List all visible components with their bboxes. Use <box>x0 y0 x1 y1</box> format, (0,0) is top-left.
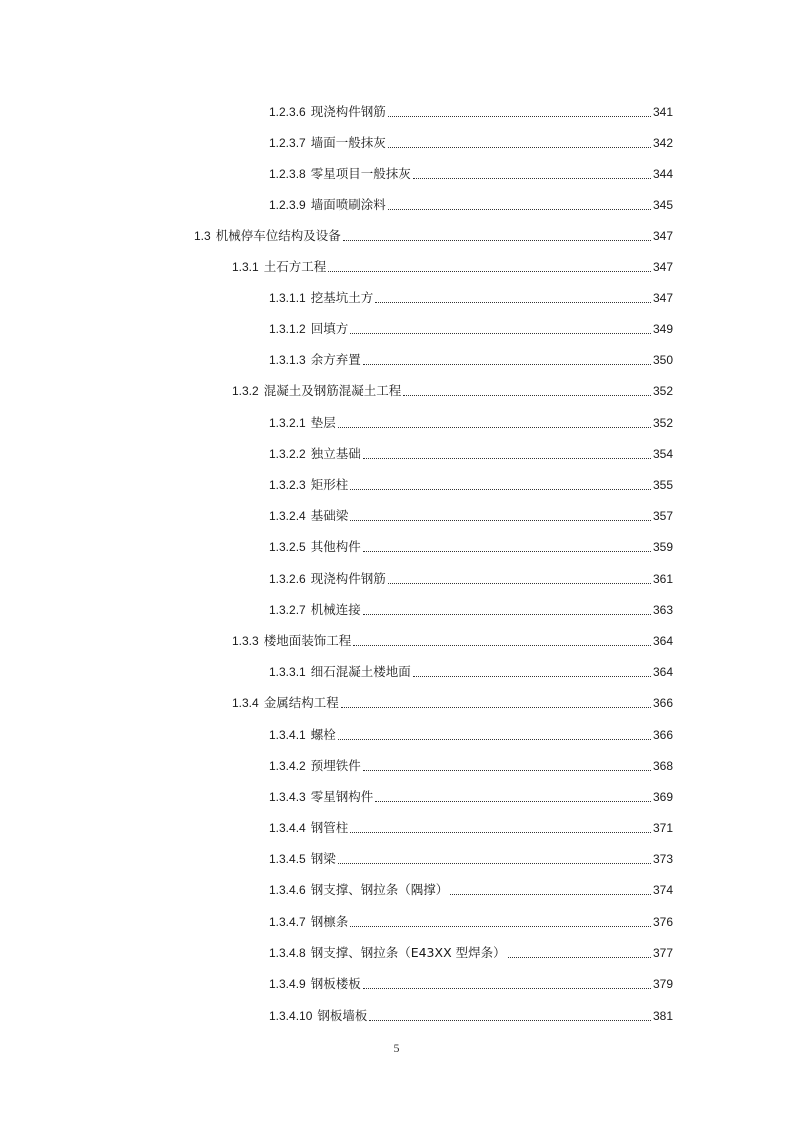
toc-entry-page: 357 <box>652 509 673 523</box>
toc-entry-page: 368 <box>652 759 673 773</box>
toc-entry-page: 344 <box>652 167 673 181</box>
toc-entry[interactable] <box>269 535 673 555</box>
dot-leader <box>363 551 651 552</box>
toc-entry-page: 350 <box>652 353 673 367</box>
toc-entry-page: 379 <box>652 977 673 991</box>
toc-entry-page: 341 <box>652 105 673 119</box>
toc-entry-title: 矩形柱 <box>310 477 349 492</box>
dot-leader <box>363 988 651 989</box>
dot-leader <box>350 832 651 833</box>
toc-entry[interactable] <box>269 442 673 462</box>
toc-entry-number: 1.3.2 <box>232 384 259 398</box>
toc-entry-page: 366 <box>652 696 673 710</box>
toc-entry-number: 1.3.2.5 <box>269 540 306 554</box>
dot-leader <box>328 271 651 272</box>
toc-entry-number: 1.3.4.1 <box>269 728 306 742</box>
toc-entry-number: 1.2.3.8 <box>269 167 306 181</box>
toc-entry[interactable] <box>269 972 673 992</box>
toc-entry-title: 混凝土及钢筋混凝土工程 <box>263 383 402 398</box>
toc-entry[interactable] <box>269 598 673 618</box>
toc-entry-number: 1.3.4.3 <box>269 790 306 804</box>
toc-entry[interactable] <box>269 567 673 587</box>
toc-entry-page: 366 <box>652 728 673 742</box>
toc-entry[interactable] <box>232 691 673 711</box>
toc-entry[interactable] <box>269 162 673 182</box>
toc-entry-title: 钢支撑、钢拉条（隅撑） <box>310 882 449 897</box>
page-number: 5 <box>393 1041 400 1055</box>
dot-leader <box>450 894 651 895</box>
toc-entry-number: 1.3.4.10 <box>269 1009 313 1023</box>
toc-entry-title: 现浇构件钢筋 <box>310 104 386 119</box>
toc-entry[interactable] <box>269 193 673 213</box>
toc-entry[interactable] <box>269 847 673 867</box>
toc-entry-page: 342 <box>652 136 673 150</box>
toc-entry-title: 机械停车位结构及设备 <box>215 228 341 243</box>
toc-entry-title: 钢板楼板 <box>310 976 361 991</box>
toc-entry[interactable] <box>232 629 673 649</box>
toc-entry-page: 376 <box>652 915 673 929</box>
toc-entry-title: 机械连接 <box>310 602 361 617</box>
toc-entry-number: 1.3.3 <box>232 634 259 648</box>
toc-entry-title: 独立基础 <box>310 446 361 461</box>
dot-leader <box>341 707 651 708</box>
toc-entry-title: 挖基坑土方 <box>310 290 374 305</box>
dot-leader <box>388 147 651 148</box>
toc-entry-number: 1.3.2.3 <box>269 478 306 492</box>
toc-entry-number: 1.3.4.4 <box>269 821 306 835</box>
toc-entry-page: 381 <box>652 1009 673 1023</box>
toc-entry-number: 1.3.1.3 <box>269 353 306 367</box>
toc-entry-number: 1.3.2.6 <box>269 572 306 586</box>
toc-entry-title: 钢板墙板 <box>317 1008 368 1023</box>
toc-entry-page: 354 <box>652 447 673 461</box>
toc-entry[interactable] <box>269 411 673 431</box>
toc-entry[interactable] <box>269 723 673 743</box>
toc-entry[interactable] <box>269 785 673 805</box>
toc-entry[interactable] <box>269 941 673 961</box>
toc-entry[interactable] <box>232 255 673 275</box>
dot-leader <box>343 240 651 241</box>
toc-entry-page: 374 <box>652 883 673 897</box>
dot-leader <box>350 333 651 334</box>
toc-entry-number: 1.3.4.8 <box>269 946 306 960</box>
dot-leader <box>338 739 651 740</box>
toc-entry-page: 355 <box>652 478 673 492</box>
toc-entry[interactable] <box>269 348 673 368</box>
toc-entry-title: 细石混凝土楼地面 <box>310 664 411 679</box>
toc-entry-page: 364 <box>652 665 673 679</box>
toc-entry-number: 1.3.2.2 <box>269 447 306 461</box>
toc-entry-page: 345 <box>652 198 673 212</box>
toc-entry-page: 363 <box>652 603 673 617</box>
dot-leader <box>350 489 651 490</box>
toc-entry-title: 土石方工程 <box>263 259 327 274</box>
toc-entry-title: 钢支撑、钢拉条（E43XX 型焊条） <box>310 945 506 960</box>
dot-leader <box>413 676 651 677</box>
toc-entry-title: 零星项目一般抹灰 <box>310 166 411 181</box>
dot-leader <box>363 770 651 771</box>
toc-entry-title: 现浇构件钢筋 <box>310 571 386 586</box>
toc-entry-number: 1.3.2.7 <box>269 603 306 617</box>
dot-leader <box>369 1020 651 1021</box>
toc-entry-title: 钢檩条 <box>310 914 349 929</box>
dot-leader <box>375 302 651 303</box>
toc-entry-number: 1.3.4.5 <box>269 852 306 866</box>
toc-entry-title: 其他构件 <box>310 539 361 554</box>
toc-entry-page: 373 <box>652 852 673 866</box>
dot-leader <box>363 458 651 459</box>
toc-entry-number: 1.3.4 <box>232 696 259 710</box>
toc-entry-number: 1.3.4.9 <box>269 977 306 991</box>
toc-entry[interactable] <box>269 100 673 120</box>
dot-leader <box>350 520 651 521</box>
toc-entry[interactable] <box>269 878 673 898</box>
toc-entry-number: 1.2.3.6 <box>269 105 306 119</box>
toc-entry-title: 余方弃置 <box>310 352 361 367</box>
toc-entry-number: 1.3.1.1 <box>269 291 306 305</box>
dot-leader <box>413 178 651 179</box>
dot-leader <box>388 116 651 117</box>
toc-entry-title: 墙面喷刷涂料 <box>310 197 386 212</box>
toc-entry-page: 349 <box>652 322 673 336</box>
toc-entry[interactable] <box>269 317 673 337</box>
toc-entry-number: 1.2.3.7 <box>269 136 306 150</box>
toc-entry-number: 1.3 <box>194 229 211 243</box>
toc-entry-page: 369 <box>652 790 673 804</box>
toc-entry-number: 1.3.4.7 <box>269 915 306 929</box>
toc-entry[interactable] <box>269 473 673 493</box>
toc-entry-number: 1.3.2.4 <box>269 509 306 523</box>
toc-entry[interactable] <box>269 504 673 524</box>
toc-entry-number: 1.3.3.1 <box>269 665 306 679</box>
toc-entry-number: 1.3.4.6 <box>269 883 306 897</box>
toc-entry[interactable] <box>269 754 673 774</box>
toc-entry-number: 1.3.1.2 <box>269 322 306 336</box>
toc-entry-title: 垫层 <box>310 415 336 430</box>
dot-leader <box>350 926 651 927</box>
toc-entry-page: 347 <box>652 291 673 305</box>
toc-entry-number: 1.3.2.1 <box>269 416 306 430</box>
toc-entry-number: 1.2.3.9 <box>269 198 306 212</box>
toc-entry-title: 预埋铁件 <box>310 758 361 773</box>
toc-entry[interactable] <box>232 379 673 399</box>
toc-entry-title: 零星钢构件 <box>310 789 374 804</box>
toc-entry-page: 371 <box>652 821 673 835</box>
toc-entry-title: 回填方 <box>310 321 349 336</box>
toc-entry-title: 金属结构工程 <box>263 695 339 710</box>
toc-entry-title: 基础梁 <box>310 508 349 523</box>
dot-leader <box>508 957 651 958</box>
toc-entry-number: 1.3.1 <box>232 260 259 274</box>
dot-leader <box>388 209 651 210</box>
toc-entry-page: 352 <box>652 416 673 430</box>
toc-entry[interactable] <box>194 224 673 244</box>
toc-entry-page: 361 <box>652 572 673 586</box>
toc-entry-page: 352 <box>652 384 673 398</box>
dot-leader <box>403 395 651 396</box>
toc-entry-page: 347 <box>652 260 673 274</box>
dot-leader <box>363 364 651 365</box>
toc-entry[interactable] <box>269 660 673 680</box>
toc-entry-title: 墙面一般抹灰 <box>310 135 386 150</box>
toc-entry[interactable] <box>269 131 673 151</box>
toc-entry-page: 347 <box>652 229 673 243</box>
dot-leader <box>388 583 651 584</box>
toc-entry-page: 377 <box>652 946 673 960</box>
dot-leader <box>338 863 651 864</box>
dot-leader <box>363 614 651 615</box>
dot-leader <box>338 427 651 428</box>
toc-entry-page: 364 <box>652 634 673 648</box>
toc-entry-title: 钢管柱 <box>310 820 349 835</box>
toc-entry-title: 螺栓 <box>310 727 336 742</box>
toc-entry[interactable] <box>269 910 673 930</box>
dot-leader <box>353 645 651 646</box>
dot-leader <box>375 801 651 802</box>
toc-entry[interactable] <box>269 286 673 306</box>
toc-entry[interactable] <box>269 1004 673 1024</box>
toc-entry-number: 1.3.4.2 <box>269 759 306 773</box>
toc-entry-title: 钢梁 <box>310 851 336 866</box>
toc-entry-title: 楼地面装饰工程 <box>263 633 352 648</box>
toc-entry-page: 359 <box>652 540 673 554</box>
toc-entry[interactable] <box>269 816 673 836</box>
